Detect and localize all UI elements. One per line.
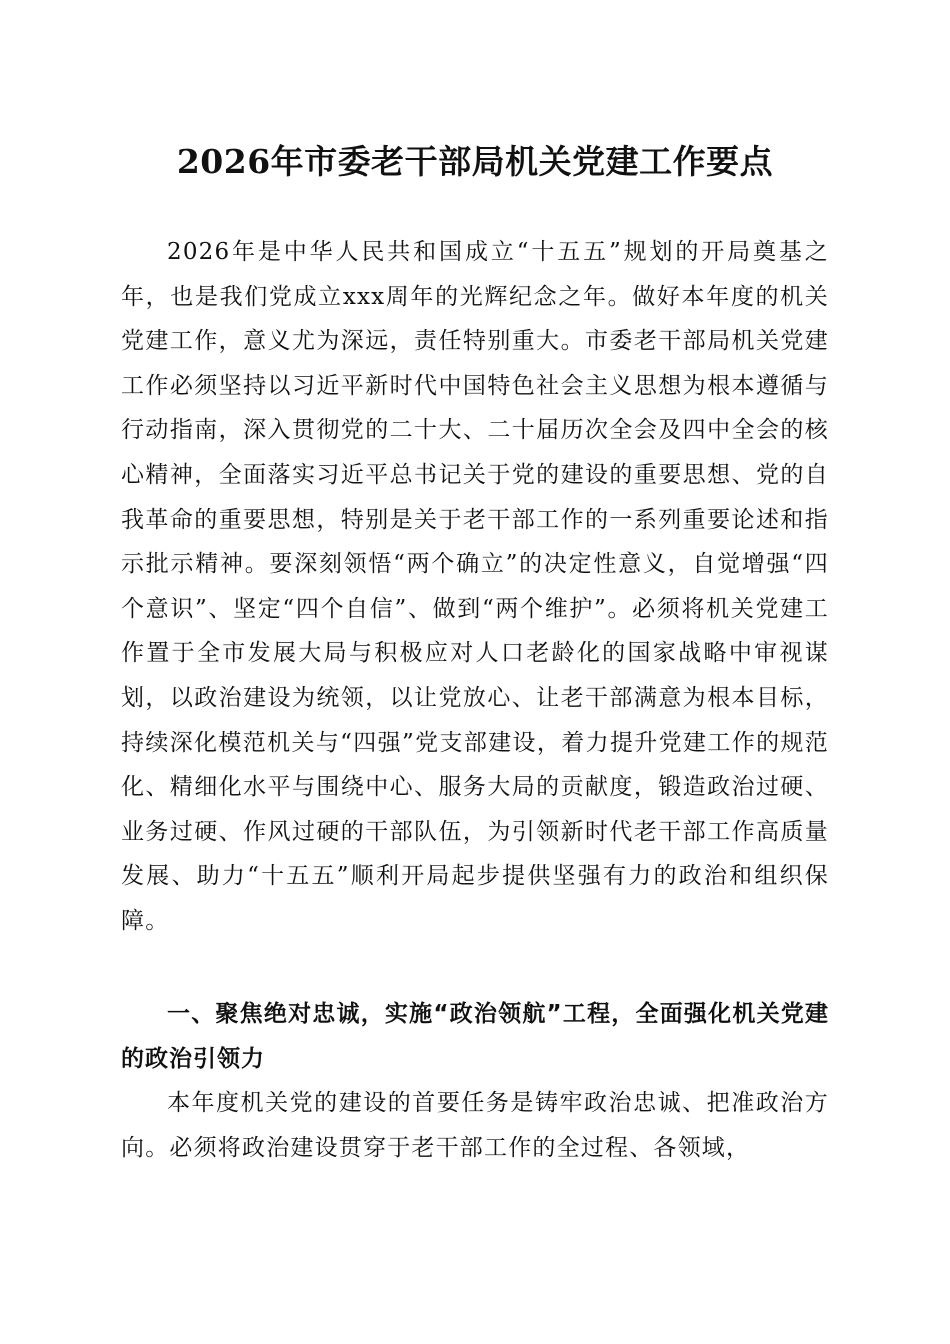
intro-paragraph: 2026年是中华人民共和国成立“十五五”规划的开局奠基之年，也是我们党成立xxx周年的光辉纪念之年。做好本年度的机关党建工作，意义尤为深远，责任特别重大。市委老干部局机关党建工作必须坚持以习近平新时代中国特色社会主义思想为根本遵循与行动指南，深入贯彻党的二十大、二十届历次全会及四中全会的核心精神，全面落实习近平总书记关于党的建设的重要思想、党的自我革命的重要思想，特别是关于老干部工作的一系列重要论述和指示批示精神。要深刻领悟“两个确立”的决定性意义，自觉增强“四个意识”、坚定“四个自信”、做到“两个维护”。必须将机关党建工作置于全市发展大局与积极应对人口老龄化的国家战略中审视谋划，以政治建设为统领，以让党放心、让老干部满意为根本目标，持续深化模范机关与“四强”党支部建设，着力提升党建工作的规范化、精细化水平与围绕中心、服务大局的贡献度，锻造政治过硬、业务过硬、作风过硬的干部队伍，为引领新时代老干部工作高质量发展、助力“十五五”顺利开局起步提供坚强有力的政治和组织保障。 (121, 239, 829, 934)
section-1-heading: 一、聚焦绝对忠诚，实施“政治领航”工程，全面强化机关党建的政治引领力 (121, 1001, 829, 1072)
section-1-paragraph: 本年度机关党的建设的首要任务是铸牢政治忠诚、把准政治方向。必须将政治建设贯穿于老干部工作的全过程、各领域， (121, 1090, 829, 1161)
document-title: 2026年市委老干部局机关党建工作要点 (176, 142, 774, 181)
